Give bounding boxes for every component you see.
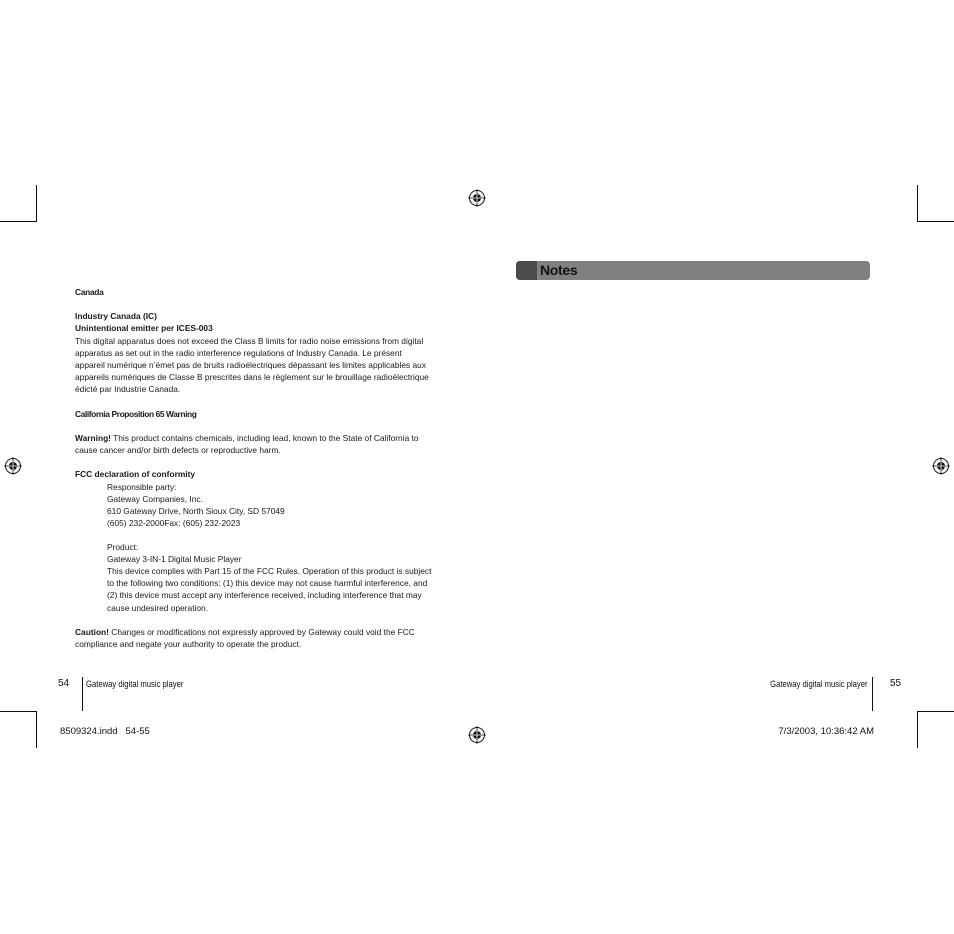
ic-line-5: édicté par Industrie Canada. [75,384,181,394]
ic-subtitle: Unintentional emitter per ICES-003 [75,323,213,333]
ic-line-3: appareil numérique n’émet pas de bruits radioélectriques dépassant les limites applicables aux [75,360,427,370]
warning-label: Warning! [75,433,111,443]
caution-line-2: compliance and negate your authority to operate the product. [75,639,302,649]
registration-mark-right-icon [932,457,950,475]
page-number-right: 55 [890,678,902,689]
warning-line-1 [75,432,419,444]
heading-canada: Canada [75,287,104,297]
caution-text-1: Changes or modifications not expressly approved by Gateway could void the FCC [108,627,415,637]
party-line-2: Gateway Companies, Inc. [107,494,203,504]
crop-mark-top-left-vertical [36,185,37,222]
caution-line-1 [75,626,415,638]
registration-mark-bottom-icon [468,726,486,744]
ic-line-4: appareils numériques de Classe B prescrites dans le règlement sur le brouillage radioélectrique [75,372,429,382]
crop-mark-bottom-left-horizontal [0,711,37,712]
party-line-4: (605) 232-2000Fax: (605) 232-2023 [107,518,241,528]
registration-mark-left-icon [4,457,22,475]
page-title-notes: Notes [540,262,578,278]
crop-mark-top-right-horizontal [917,221,954,222]
compliance-line-2: to the following two conditions: (1) this device may not cause harmful interference, and [107,578,428,588]
product-line-1: Product: [107,542,139,552]
compliance-line-3: (2) this device must accept any interference received, including interference that may [107,590,422,600]
crop-mark-top-right-vertical [917,185,918,222]
slug-timestamp: 7/3/2003, 10:36:42 AM [778,726,874,737]
ic-title: Industry Canada (IC) [75,311,157,321]
registration-mark-top-icon [468,189,486,207]
crop-mark-bottom-left-vertical [36,711,37,748]
crop-mark-bottom-right-horizontal [917,711,954,712]
footer-rule-left [82,677,83,711]
product-line-2: Gateway 3-IN-1 Digital Music Player [107,554,242,564]
ic-line-1: This digital apparatus does not exceed the Class B limits for radio noise emissions from digital [75,336,424,346]
caution-label: Caution! [75,627,109,637]
footer-rule-right [872,677,873,711]
ic-line-2: apparatus as set out in the radio interference regulations of Industry Canada. Le présent [75,348,402,358]
notes-title-tab [516,261,537,280]
party-line-1: Responsible party: [107,482,177,492]
prop65-heading: California Proposition 65 Warning [75,409,197,419]
party-line-3: 610 Gateway Drive, North Sioux City, SD 57049 [107,506,285,516]
crop-mark-bottom-right-vertical [917,711,918,748]
running-footer-right: Gateway digital music player [770,679,868,689]
warning-line-2: cause cancer and/or birth defects or reproductive harm. [75,445,281,455]
compliance-line-1: This device complies with Part 15 of the FCC Rules. Operation of this product is subject [107,566,432,576]
slug-filename: 8509324.indd 54-55 [60,726,150,737]
page-number-left: 54 [58,678,70,689]
fcc-heading: FCC declaration of conformity [75,469,196,479]
compliance-line-4: cause undesired operation. [107,603,209,613]
crop-mark-top-left-horizontal [0,221,37,222]
running-footer-left: Gateway digital music player [86,679,184,689]
warning-text-1: This product contains chemicals, including lead, known to the State of California to [110,433,419,443]
